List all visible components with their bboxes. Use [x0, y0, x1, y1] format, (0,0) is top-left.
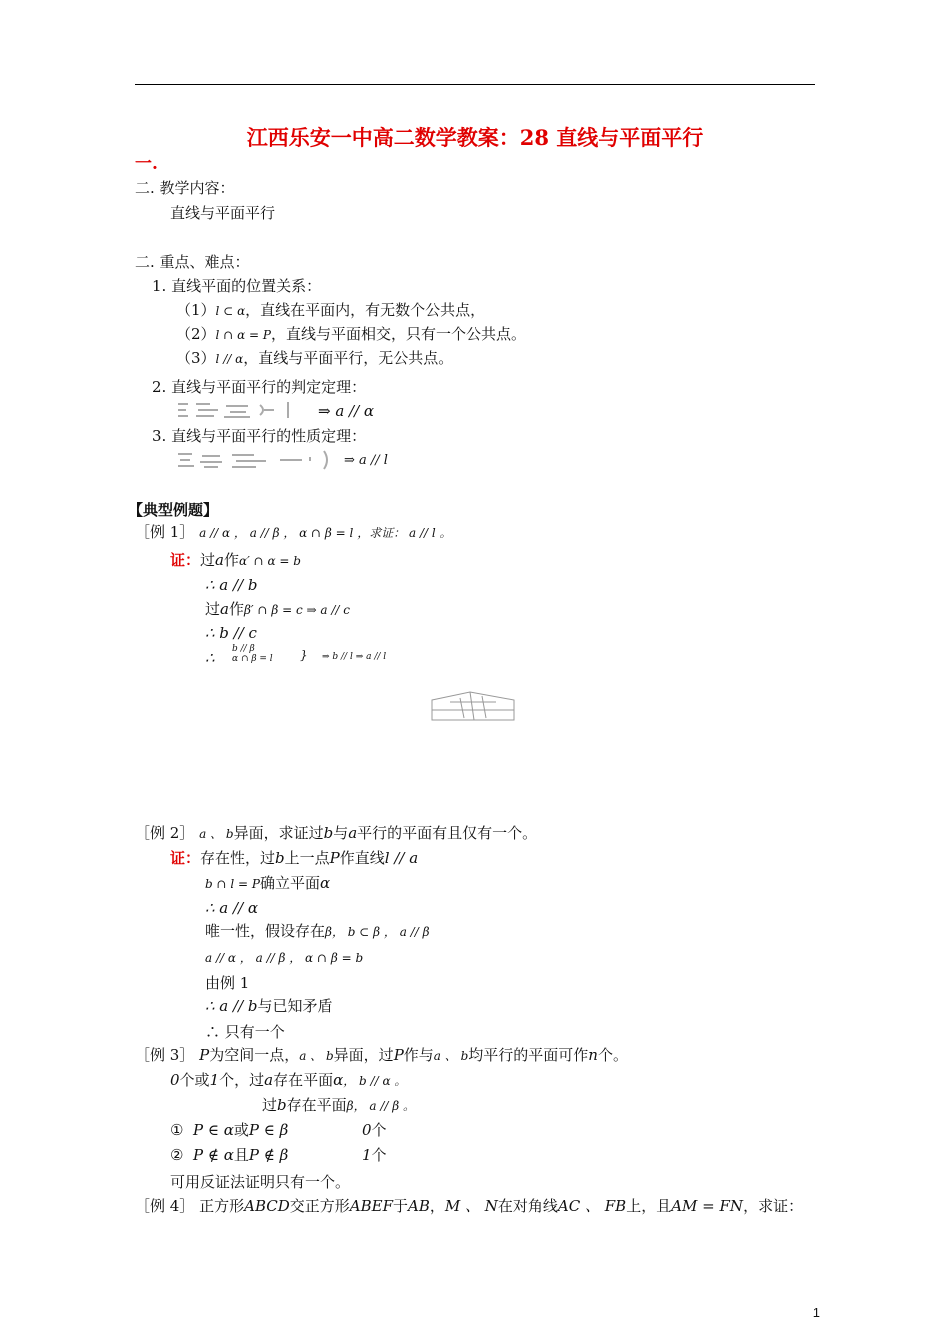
- page-number: 1: [812, 1305, 820, 1320]
- example-1-proof-line3: 过a作β′ ∩ β = c ⇒ a // c: [205, 600, 350, 618]
- content-heading: 二. 教学内容：: [135, 179, 235, 197]
- example-1-proof-line1: 证：过a作α′ ∩ α = b: [170, 551, 301, 569]
- example-3-conclusion: 可用反证法证明只有一个。: [170, 1173, 351, 1191]
- example-2-proof-line3: ∴ a // α: [205, 899, 259, 917]
- dihedral-figure: [430, 688, 516, 724]
- page-title: 江西乐安一中高二数学教案：28 直线与平面平行: [246, 125, 704, 150]
- keypoints-heading: 二. 重点、难点：: [135, 253, 250, 271]
- example-1-brace: }: [300, 648, 308, 662]
- point-1-3: （3）l // α，直线与平面平行，无公共点。: [176, 349, 454, 367]
- point-3-formula: ⇒ a // l: [344, 453, 388, 468]
- example-2-proof-line4: 唯一性，假设存在β， b ⊂ β ， a // β: [205, 922, 430, 940]
- content-body: 直线与平面平行: [170, 204, 276, 222]
- example-1-proof-line5: ∴: [205, 649, 215, 667]
- example-2-proof-line8: ∴ 只有一个: [205, 1023, 285, 1041]
- top-rule: [135, 84, 815, 85]
- example-2-statement: ［例 2］ a 、 b异面，求证过b与a平行的平面有且仅有一个。: [135, 824, 538, 842]
- point-1: 1. 直线平面的位置关系：: [152, 277, 322, 295]
- point-1-1: （1）l ⊂ α，直线在平面内，有无数个公共点，: [176, 301, 486, 319]
- example-1-brace-system: b // β α ∩ β = l: [232, 644, 273, 664]
- blurred-formula-image: [176, 398, 296, 422]
- example-3-case-2: ② P ∉ α且P ∉ β: [170, 1146, 289, 1164]
- example-2-proof-line6: 由例 1: [205, 974, 250, 992]
- example-3-case-1: ① P ∈ α或P ∈ β: [170, 1121, 289, 1139]
- point-2-formula: ⇒ a // α: [318, 402, 375, 420]
- example-1-conclusion: ⇒ b // l ⇒ a // l: [322, 652, 387, 662]
- example-3-line1: 0个或1个，过a存在平面α， b // α 。: [170, 1071, 407, 1089]
- example-1-proof-line2: ∴ a // b: [205, 576, 258, 594]
- point-1-2: （2）l ∩ α = P，直线与平面相交，只有一个公共点。: [176, 325, 526, 343]
- example-1-proof-line4: ∴ b // c: [205, 624, 257, 642]
- example-2-proof-line5: a // α ， a // β ， α ∩ β = b: [205, 951, 364, 965]
- example-2-proof-line2: b ∩ l = P确立平面α: [205, 874, 331, 892]
- blurred-formula-image: [176, 448, 336, 472]
- example-3-line2: 过b存在平面β， a // β 。: [262, 1096, 416, 1114]
- example-2-proof-line1: 证：存在性，过b上一点P作直线l // a: [170, 849, 419, 867]
- example-1-statement: ［例 1］ a // α ， a // β ， α ∩ β = l ，求证： a // l 。: [135, 523, 452, 541]
- example-3-case-1-count: 0个: [362, 1121, 387, 1139]
- point-2: 2. 直线与平面平行的判定定理：: [152, 378, 367, 396]
- examples-heading: 【典型例题】: [128, 501, 219, 519]
- example-3-statement: ［例 3］ P为空间一点，a 、 b异面，过P作与a 、 b均平行的平面可作n个。: [135, 1046, 628, 1064]
- section-one: 一.: [135, 154, 158, 174]
- example-4-statement: ［例 4］ 正方形ABCD交正方形ABEF于AB，M 、 N在对角线AC 、 FB上，且AM = FN，求证：: [135, 1197, 804, 1215]
- example-2-proof-line7: ∴ a // b与已知矛盾: [205, 997, 333, 1015]
- example-3-case-2-count: 1个: [362, 1146, 387, 1164]
- point-3: 3. 直线与平面平行的性质定理：: [152, 427, 367, 445]
